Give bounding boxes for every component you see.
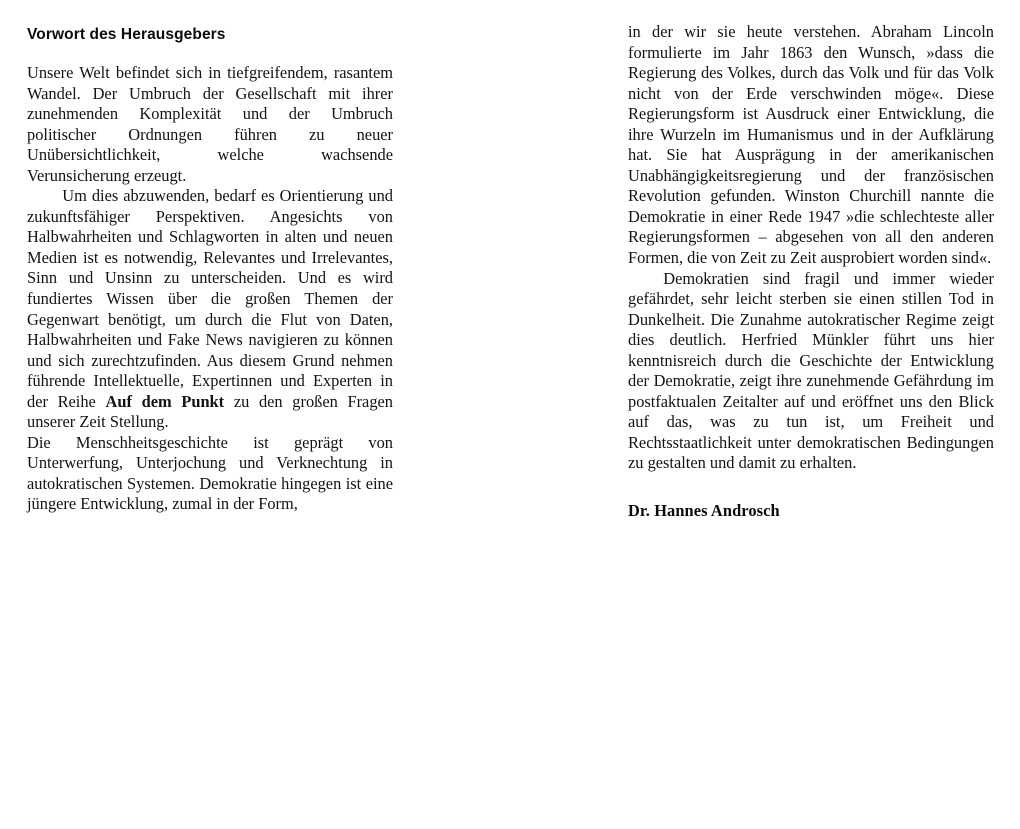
page-title: Vorwort des Herausgebers xyxy=(27,26,226,43)
paragraph: Die Menschheitsgeschichte ist geprägt von Unterwerfung, Unterjochung und Verknechtung in autokratischen Systemen. Demokratie hingegen ist eine jüngere Entwicklung, zumal in der Form, xyxy=(27,432,393,514)
paragraph: Demokratien sind fragil und immer wieder gefährdet, sehr leicht sterben sie einen stillen Tod in Dunkelheit. Die Zunahme autokratischer Regime zeigt dies deutlich. Herfried Münkler führt uns hier kenntnisreich durch die Geschichte der Entwicklung der Demokratie, zeigt ihre zunehmende Gefährdung im postfaktualen Zeitalter auf und eröffnet uns den Blick auf das, was zu tun ist, um Freiheit und Rechtsstaatlichkeit unter demokratischen Bedingungen zu gestalten und damit zu erhalten. xyxy=(628,268,994,473)
paragraph-text-tail: zu den großen Fragen unserer Zeit Stellung. xyxy=(27,391,394,432)
paragraph xyxy=(27,186,393,433)
paragraph: in der wir sie heute verstehen. Abraham Lincoln formulierte im Jahr 1863 den Wunsch, »dass die Regierung des Volkes, durch das Volk und für das Volk nicht von der Erde verschwinden möge«. Diese Regierungsform ist Ausdruck einer Entwicklung, die ihre Wurzeln im Humanismus und in der Aufklärung hat. Sie hat Ausprägung in der amerikanischen Unabhängigkeitsregierung und der französischen Revolution gefunden. Winston Churchill nannte die Demokratie in einer Rede 1947 »die schlechteste aller Regierungsformen – abgesehen von all den anderen Formen, die von Zeit zu Zeit ausprobiert worden sind«. xyxy=(628,22,994,268)
right-page-text-column xyxy=(628,22,994,522)
left-page-text-column xyxy=(27,63,393,515)
author-signature: Dr. Hannes Androsch xyxy=(628,501,780,521)
paragraph-text: Um dies abzuwenden, bedarf es Orientierung und zukunftsfähiger Perspektiven. Angesichts von Halbwahrheiten und Schlagworten in alten und neuen Medien ist es notwendig, Relevantes und Irrelevantes, Sinn und Unsinn zu unterscheiden. Und es wird fundiertes Wissen über die großen Themen der Gegenwart benötigt, um durch die Flut von Daten, Halbwahrheiten und Fake News navigieren zu können und sich zurechtzufinden. Aus diesem Grund nehmen führende Intellektuelle, Expertinnen und Experten in der Reihe xyxy=(27,186,393,411)
paragraph: Unsere Welt befindet sich in tiefgreifendem, rasantem Wandel. Der Umbruch der Gesellschaft mit ihrer zunehmenden Komplexität und der Umbruch politischer Ordnungen führen zu neuer Unübersichtlichkeit, welche wachsende Verunsicherung erzeugt. xyxy=(27,63,393,185)
series-title: Auf dem Punkt xyxy=(105,391,225,411)
